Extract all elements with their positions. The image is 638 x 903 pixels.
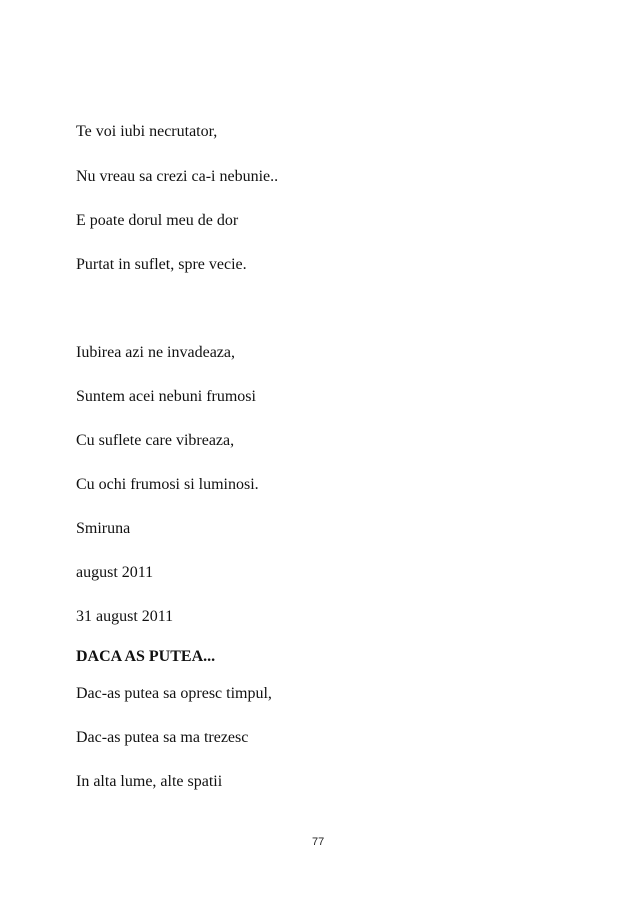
poem-line: In alta lume, alte spatii <box>76 773 223 790</box>
poem-date: august 2011 <box>76 564 154 581</box>
page-number: 77 <box>312 836 325 848</box>
poem-line: Dac-as putea sa ma trezesc <box>76 729 249 746</box>
poem-line: Cu suflete care vibreaza, <box>76 432 235 449</box>
poem-line: Purtat in suflet, spre vecie. <box>76 256 247 273</box>
poem-line: E poate dorul meu de dor <box>76 212 239 229</box>
poem-line: Suntem acei nebuni frumosi <box>76 388 256 405</box>
poem-line: Iubirea azi ne invadeaza, <box>76 344 236 361</box>
poem-date: 31 august 2011 <box>76 608 174 625</box>
poem-title: DACA AS PUTEA... <box>76 648 216 665</box>
poem-line: Nu vreau sa crezi ca-i nebunie.. <box>76 168 279 185</box>
poem-line: Cu ochi frumosi si luminosi. <box>76 476 259 493</box>
poem-line: Dac-as putea sa opresc timpul, <box>76 685 272 702</box>
poem-line: Te voi iubi necrutator, <box>76 123 218 140</box>
author-name: Smiruna <box>76 520 131 537</box>
